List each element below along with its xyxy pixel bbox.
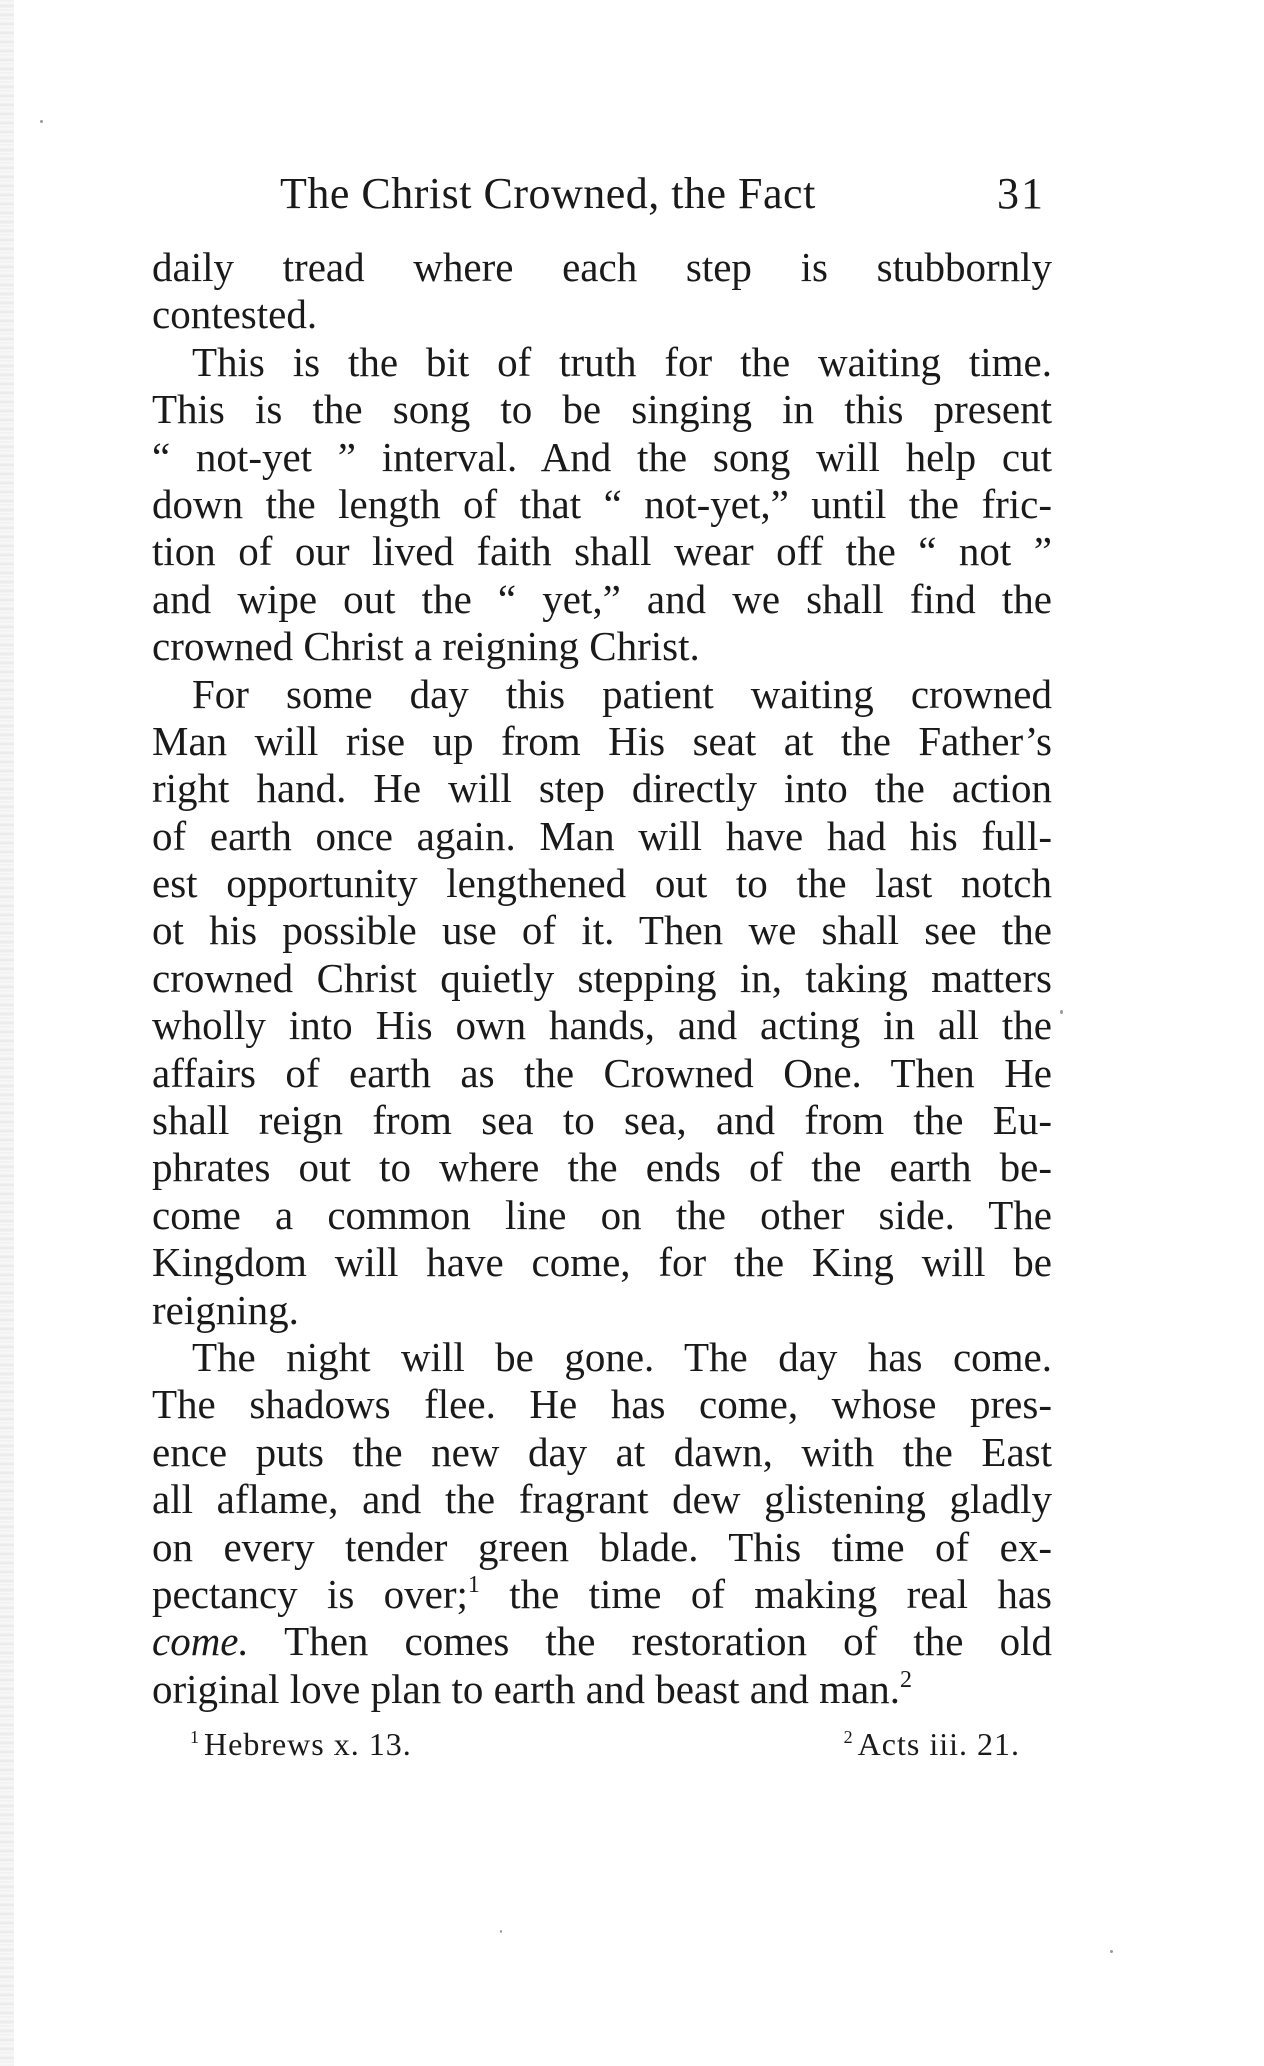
text-line: affairs of earth as the Crowned One. Then He xyxy=(152,1049,1052,1096)
running-head-title: The Christ Crowned, the Fact xyxy=(280,169,816,218)
paragraph-1 xyxy=(152,244,1052,339)
text-line: phrates out to where the ends of the earth be- xyxy=(152,1144,1052,1191)
text-line: est opportunity lengthened out to the last notch xyxy=(152,860,1052,907)
footnote-mark: 2 xyxy=(843,1727,854,1747)
footnote-2 xyxy=(844,1722,1020,1766)
text-line: crowned Christ quietly stepping in, taking matters xyxy=(152,954,1052,1001)
text-line: This is the bit of truth for the waiting time. xyxy=(192,338,1052,385)
text-line: “ not-yet ” interval. And the song will help cut xyxy=(152,433,1052,480)
paragraph-3 xyxy=(152,671,1052,1334)
page-gutter-edge xyxy=(0,0,14,2066)
text-line-with-footnote-ref xyxy=(152,1666,1052,1713)
text-line: The shadows flee. He has come, whose pres- xyxy=(152,1381,1052,1428)
text-line: all aflame, and the fragrant dew glistening gladly xyxy=(152,1476,1052,1523)
text-line: Kingdom will have come, for the King will be xyxy=(152,1239,1052,1286)
footnote-text: Hebrews x. 13. xyxy=(204,1726,412,1762)
running-head xyxy=(280,164,1045,224)
text-line: crowned Christ a reigning Christ. xyxy=(152,623,700,670)
text-line: come a common line on the other side. The xyxy=(152,1191,1052,1238)
body-text xyxy=(152,244,1052,1713)
paragraph-4 xyxy=(152,1334,1052,1713)
footnote-ref-1: 1 xyxy=(467,1571,480,1598)
text-line: daily tread where each step is stubbornly xyxy=(152,244,1052,290)
text-line: For some day this patient waiting crowned xyxy=(192,670,1052,717)
text-line: ence puts the new day at dawn, with the East xyxy=(152,1428,1052,1475)
text-line: wholly into His own hands, and acting in all the xyxy=(152,1002,1052,1049)
footnotes xyxy=(190,1722,1020,1766)
text-segment: original love plan to earth and beast and man. xyxy=(152,1665,901,1712)
page-number: 31 xyxy=(997,169,1045,218)
footnote-mark: 1 xyxy=(190,1727,200,1747)
footnote-text: Acts iii. 21. xyxy=(857,1726,1020,1762)
text-line: tion of our lived faith shall wear off the “ not ” xyxy=(152,528,1052,575)
text-line: reigning. xyxy=(152,1286,299,1333)
paper-speck xyxy=(40,120,43,123)
text-line-with-italic xyxy=(152,1618,1052,1665)
text-line: This is the song to be singing in this present xyxy=(152,386,1052,433)
paper-speck xyxy=(1060,1010,1063,1014)
text-line: shall reign from sea to sea, and from the Eu- xyxy=(152,1097,1052,1144)
text-line: Man will rise up from His seat at the Father’s xyxy=(152,717,1052,764)
text-line: of earth once again. Man will have had his full- xyxy=(152,812,1052,859)
italic-word: come. xyxy=(152,1618,249,1665)
text-line: and wipe out the “ yet,” and we shall find the xyxy=(152,575,1052,622)
text-line: on every tender green blade. This time of ex- xyxy=(152,1523,1052,1570)
text-segment: pectancy is over; xyxy=(152,1570,468,1617)
paper-speck xyxy=(1110,1950,1113,1953)
paragraph-2 xyxy=(152,339,1052,671)
text-segment: Then comes the restoration of the old xyxy=(248,1618,1052,1665)
text-segment: the time of making real has xyxy=(479,1570,1052,1617)
footnote-ref-2: 2 xyxy=(900,1666,913,1693)
text-line: down the length of that “ not-yet,” until the fric- xyxy=(152,480,1052,527)
paper-speck xyxy=(500,1930,502,1933)
text-line: contested. xyxy=(152,291,318,338)
footnote-1 xyxy=(190,1722,412,1766)
text-line: The night will be gone. The day has come. xyxy=(192,1333,1052,1380)
text-line-with-footnote-ref xyxy=(152,1571,1052,1618)
text-line: right hand. He will step directly into the action xyxy=(152,765,1052,812)
text-line: ot his possible use of it. Then we shall see the xyxy=(152,907,1052,954)
